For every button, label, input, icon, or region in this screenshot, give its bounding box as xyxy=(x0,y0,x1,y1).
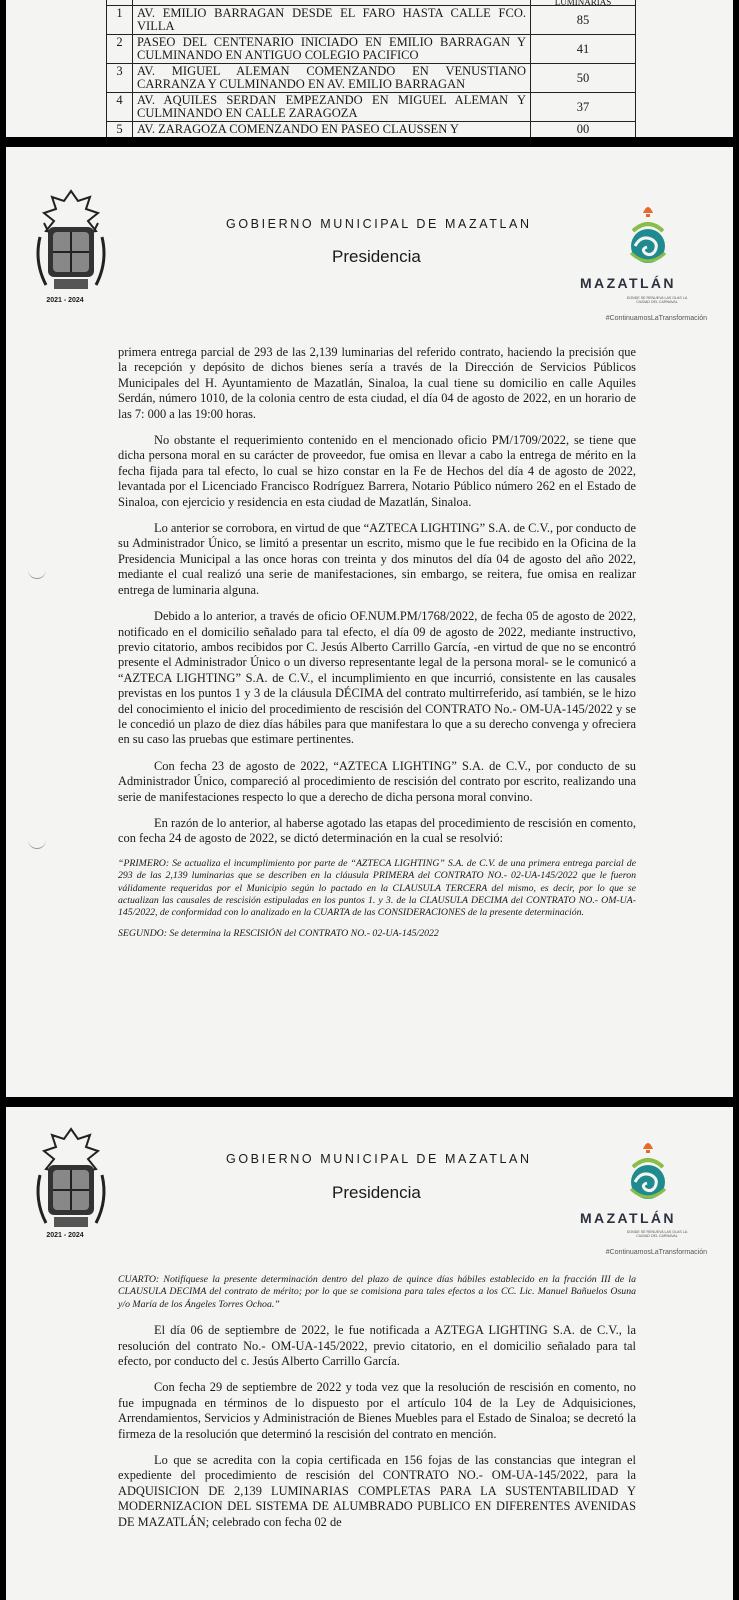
seal-years: 2021 - 2024 xyxy=(46,297,84,304)
truncated-line: SEGUNDO: Se determina la RESCISIÓN del CONTRATO NO.- 02-UA-145/2022 xyxy=(118,927,439,938)
table-row xyxy=(107,35,636,64)
paragraph: Lo que se acredita con la copia certificada en 156 fojas de las constancias que integran el expediente del procedimiento de rescisión del CONTRATO NO.- OM-UA-145/2022, para la ADQUISICION DE 2,139 LUMINARIAS COMPLETAS PARA LA SUSTENTABILIDAD Y MODERNIZACION DEL SISTEMA DE ALUMBRADO PUBLICO EN DIFERENTES AVENIDAS DE MAZATLÁN; celebrado con fecha 02 de xyxy=(118,1453,636,1529)
table-cell-description: PASEO DEL CENTENARIO INICIADO EN EMILIO BARRAGAN Y CULMINANDO EN ANTIGUO COLEGIO PACIFICO xyxy=(133,35,531,64)
municipal-seal-icon xyxy=(26,187,116,297)
table-header-luminarias: LUMINARIAS xyxy=(531,0,636,6)
table-cell-number: 3 xyxy=(107,64,133,93)
government-title: GOBIERNO MUNICIPAL DE MAZATLAN xyxy=(226,217,532,231)
table-cell-number: 1 xyxy=(107,6,133,35)
table-row xyxy=(107,64,636,93)
page-3-body xyxy=(118,1274,636,1541)
paragraph: El día 06 de septiembre de 2022, le fue notificada a AZTEGA LIGHTING S.A. de C.V., la resolución del contrato No.- OM-UA-145/2022, previo citatorio, en el domicilio señalado para tal efecto, por conducto del c. Jesús Alberto Carrillo García. xyxy=(118,1323,636,1369)
table-cell-quantity: 37 xyxy=(531,93,636,122)
hashtag: #ContinuamosLaTransformación xyxy=(605,315,707,322)
brand-name: MAZATLÁN xyxy=(580,1210,676,1226)
table-cell-quantity: 85 xyxy=(531,6,636,35)
table-cell-description: AV. ZARAGOZA COMENZANDO EN PASEO CLAUSSEN Y xyxy=(133,122,531,138)
document-page-2 xyxy=(6,147,733,1097)
table-cell-number: 4 xyxy=(107,93,133,122)
hashtag: #ContinuamosLaTransformación xyxy=(605,1249,707,1256)
resolution-quote: “PRIMERO: Se actualiza el incumplimiento por parte de “AZTECA LIGHTING” S.A. de C.V. de una primera entrega parcial de 293 de las 2,139 luminarias que se describen en la cláusula PRIMERA del CONTRATO NO.- 02-UA-145/2022 que le fueron válidamente requeridas por el Municipio según lo pactado en la CLAUSULA TERCERA del mismo, es decir, por lo que se actualizan las causales de rescisión estipuladas en los puntos 1. y 3. de la CLAUSULA DECIMA del CONTRATO NO.- OM-UA-145/2022, de conformidad con lo analizado en la CUARTA de las CONSIDERACIONES de la presente determinación. xyxy=(118,857,636,919)
table-cell-quantity: 50 xyxy=(531,64,636,93)
resolution-quote: CUARTO: Notifíquese la presente determinación dentro del plazo de quince días hábiles establecido en la fracción III de la CLAUSULA DECIMA del contrato de mérito; por lo que se comisiona para tales efectos a los CC. Lic. Manuel Bañuelos Osuna y/o María de los Ángeles Torres Ochoa.” xyxy=(118,1274,636,1310)
document-page-table-fragment xyxy=(6,0,733,137)
page-2-body xyxy=(118,345,636,949)
paragraph: No obstante el requerimiento contenido en el mencionado oficio PM/1709/2022, se tiene que dicha persona moral en su carácter de proveedor, fue omisa en llevar a cabo la entrega de mérito en la fecha fijada para tal efecto, lo cual se hizo constar en la Fe de Hechos del día 4 de agosto de 2022, levantada por el Licenciado Francisco Rodríguez Barrera, Notario Público número 262 en el Estado de Sinaloa, con ejercicio y residencia en esta ciudad de Mazatlán, Sinaloa. xyxy=(118,433,636,509)
seal-years: 2021 - 2024 xyxy=(46,1232,84,1239)
brand-name: MAZATLÁN xyxy=(580,275,676,291)
office-title: Presidencia xyxy=(332,1183,421,1202)
table-row xyxy=(107,93,636,122)
paragraph: primera entrega parcial de 293 de las 2,139 luminarias del referido contrato, haciendo la precisión que la recepción y depósito de dichos bienes sería a través de la Dirección de Servicios Públicos Municipales del H. Ayuntamiento de Mazatlán, Sinaloa, la cual tiene su domicilio en calle Aquiles Serdán, número 1010, de la colonia centro de esta ciudad, el día 04 de agosto de 2022, en un horario de las 7: 000 a las 19:00 horas. xyxy=(118,345,636,421)
punch-hole-mark xyxy=(28,835,46,849)
paragraph: Lo anterior se corrobora, en virtud de que “AZTECA LIGHTING” S.A. de C.V., por conducto de su Administrador Único, se limitó a presentar un escrito, mismo que le fue recibido en la Oficina de la Presidencia Municipal a las once horas con treinta y dos minutos del día 04 de agosto del año 2022, mediante el cual realizó una serie de manifestaciones, sin embargo, se reitera, fue omisa en realizar entrega de luminaria alguna. xyxy=(118,521,636,597)
table-cell-number: 2 xyxy=(107,35,133,64)
table-cell-quantity: 41 xyxy=(531,35,636,64)
document-page-3 xyxy=(6,1107,733,1600)
paragraph: Con fecha 29 de septiembre de 2022 y toda vez que la resolución de rescisión en comento, no fue impugnada en términos de lo dispuesto por el artículo 104 de la Ley de Adquisiciones, Arrendamientos, Servicios y Administración de Bienes Muebles para el Estado de Sinaloa; se decretó la firmeza de la resolución que determinó la rescisión del contrato en mención. xyxy=(118,1380,636,1441)
table-cell-quantity: 00 xyxy=(531,122,636,138)
paragraph: En razón de lo anterior, al haberse agotado las etapas del procedimiento de rescisión en comento, con fecha 24 de agosto de 2022, se dictó determinación en la cual se resolvió: xyxy=(118,815,636,846)
letterhead xyxy=(6,1107,733,1302)
letterhead xyxy=(6,147,733,342)
table-row xyxy=(107,6,636,35)
luminarias-table xyxy=(106,0,636,137)
brand-tagline: DONDE SE RENUEVA LAS OLAS LA CIUDAD DEL CARNAVAL xyxy=(626,1230,688,1238)
table-cell-number: 5 xyxy=(107,122,133,138)
table-row xyxy=(107,122,636,138)
brand-tagline: DONDE SE RENUEVA LAS OLAS LA CIUDAD DEL CARNAVAL xyxy=(626,296,688,304)
paragraph: Debido a lo anterior, a través de oficio OF.NUM.PM/1768/2022, de fecha 05 de agosto de 2022, notificado en el domicilio señalado para tal efecto, el día 09 de agosto de 2022, mediante instructivo, previo citatorio, ambos recibidos por C. Jesús Alberto Carrillo García, -en virtud de que no se encontró presente el Administrador Único o un diverso representante legal de la persona moral- se le comunicó a “AZTECA LIGHTING” S.A. de C.V., el incumplimiento en que incurrió, consistente en las causales previstas en los puntos 1 y 3 de la cláusula DÉCIMA del contrato multirreferido, así también, se le hizo del conocimiento el inicio del procedimiento de rescisión del CONTRATO No.- OM-UA-145/2022 y se le concedió un plazo de diez días hábiles para que manifestara lo que a su derecho convenga y ofreciera en su caso las pruebas que estimare pertinentes. xyxy=(118,609,636,747)
office-title: Presidencia xyxy=(332,247,421,266)
paragraph: Con fecha 23 de agosto de 2022, “AZTECA LIGHTING” S.A. de C.V., por conducto de su Administrador Único, compareció al procedimiento de rescisión del contrato por escrito, realizando una serie de manifestaciones respecto lo que a derecho de dicha persona moral convino. xyxy=(118,758,636,804)
table-cell-description: AV. MIGUEL ALEMAN COMENZANDO EN VENUSTIANO CARRANZA Y CULMINANDO EN AV. EMILIO BARRAGAN xyxy=(133,64,531,93)
mazatlan-logo-icon xyxy=(623,199,673,274)
punch-hole-mark xyxy=(28,565,46,579)
table-cell-description: AV. EMILIO BARRAGAN DESDE EL FARO HASTA CALLE FCO. VILLA xyxy=(133,6,531,35)
mazatlan-logo-icon xyxy=(623,1135,673,1210)
municipal-seal-icon xyxy=(26,1125,116,1235)
government-title: GOBIERNO MUNICIPAL DE MAZATLAN xyxy=(226,1152,532,1166)
table-cell-description: AV. AQUILES SERDAN EMPEZANDO EN MIGUEL ALEMAN Y CULMINANDO EN CALLE ZARAGOZA xyxy=(133,93,531,122)
